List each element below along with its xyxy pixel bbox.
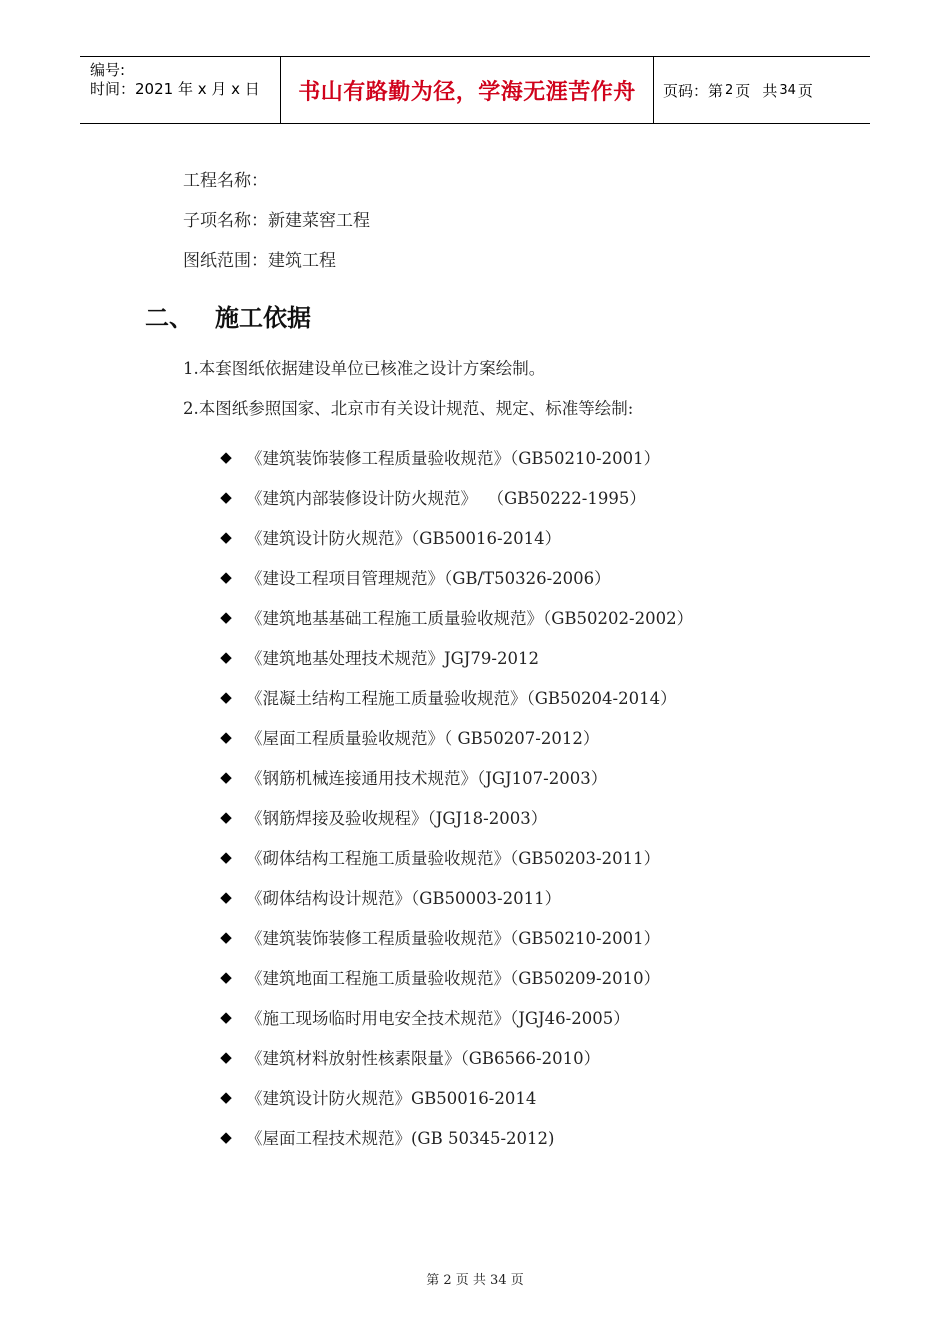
diamond-bullet-icon: ◆ xyxy=(220,888,232,906)
standard-text: 《建筑地面工程施工质量验收规范》（GB50209-2010） xyxy=(246,969,661,988)
diamond-bullet-icon: ◆ xyxy=(220,528,232,546)
diamond-bullet-icon: ◆ xyxy=(220,728,232,746)
diamond-bullet-icon: ◆ xyxy=(220,768,232,786)
project-name-line: 工程名称： xyxy=(183,171,268,191)
list-item xyxy=(218,837,693,877)
standard-text: 《建筑装饰装修工程质量验收规范》（GB50210-2001） xyxy=(246,929,661,948)
page-footer: 第 2 页 共 34 页 xyxy=(426,1273,524,1288)
list-item xyxy=(218,957,693,997)
section-heading xyxy=(145,298,311,333)
page-total: 34 xyxy=(779,82,796,98)
diamond-bullet-icon: ◆ xyxy=(220,968,232,986)
list-item xyxy=(218,717,693,757)
code-label: 编号: xyxy=(90,61,126,79)
standard-text: 《建筑材料放射性核素限量》（GB6566-2010） xyxy=(246,1049,601,1068)
page-prefix: 页码：第 xyxy=(663,81,724,100)
standard-text: 《混凝土结构工程施工质量验收规范》（GB50204-2014） xyxy=(246,689,677,708)
drawing-scope-line: 图纸范围：建筑工程 xyxy=(183,251,336,271)
diamond-bullet-icon: ◆ xyxy=(220,608,232,626)
page-header xyxy=(80,56,870,124)
list-item xyxy=(218,637,693,677)
diamond-bullet-icon: ◆ xyxy=(220,1008,232,1026)
list-item xyxy=(218,477,693,517)
list-item xyxy=(218,1117,693,1157)
standard-text: 《建筑地基处理技术规范》JGJ79-2012 xyxy=(246,649,539,668)
list-item xyxy=(218,757,693,797)
diamond-bullet-icon: ◆ xyxy=(220,1048,232,1066)
page-suffix: 页 xyxy=(797,81,813,100)
standard-text: 《砌体结构设计规范》（GB50003-2011） xyxy=(246,889,562,908)
list-item xyxy=(218,597,693,637)
standards-list xyxy=(218,437,693,1157)
standard-text: 《钢筋焊接及验收规程》（JGJ18-2003） xyxy=(246,809,548,828)
paragraph-2: 2.本图纸参照国家、北京市有关设计规范、规定、标准等绘制: xyxy=(183,399,634,418)
header-page-number xyxy=(654,57,870,123)
diamond-bullet-icon: ◆ xyxy=(220,568,232,586)
list-item xyxy=(218,997,693,1037)
sub-project-line: 子项名称：新建菜窖工程 xyxy=(183,211,370,231)
list-item xyxy=(218,917,693,957)
list-item xyxy=(218,557,693,597)
list-item xyxy=(218,1037,693,1077)
list-item xyxy=(218,517,693,557)
list-item xyxy=(218,677,693,717)
diamond-bullet-icon: ◆ xyxy=(220,1088,232,1106)
date-label: 时间：2021 年 x 月 x 日 xyxy=(90,80,260,98)
standard-text: 《建设工程项目管理规范》（GB/T50326-2006） xyxy=(246,569,611,588)
diamond-bullet-icon: ◆ xyxy=(220,688,232,706)
standard-text: 《屋面工程质量验收规范》（ GB50207-2012） xyxy=(246,729,600,748)
diamond-bullet-icon: ◆ xyxy=(220,448,232,466)
list-item xyxy=(218,437,693,477)
diamond-bullet-icon: ◆ xyxy=(220,648,232,666)
diamond-bullet-icon: ◆ xyxy=(220,808,232,826)
list-item xyxy=(218,797,693,837)
diamond-bullet-icon: ◆ xyxy=(220,488,232,506)
standard-text: 《建筑地基基础工程施工质量验收规范》（GB50202-2002） xyxy=(246,609,694,628)
section-number: 二、 xyxy=(145,304,193,332)
paragraph-1: 1.本套图纸依据建设单位已核准之设计方案绘制。 xyxy=(183,359,546,378)
page-current: 2 xyxy=(725,82,734,98)
list-item xyxy=(218,877,693,917)
standard-text: 《建筑设计防火规范》（GB50016-2014） xyxy=(246,529,562,548)
diamond-bullet-icon: ◆ xyxy=(220,1128,232,1146)
page-mid: 页 xyxy=(735,81,751,100)
diamond-bullet-icon: ◆ xyxy=(220,928,232,946)
list-item xyxy=(218,1077,693,1117)
standard-text: 《建筑内部装修设计防火规范》 （GB50222-1995） xyxy=(246,489,646,508)
standard-text: 《建筑装饰装修工程质量验收规范》（GB50210-2001） xyxy=(246,449,661,468)
section-title-text: 施工依据 xyxy=(215,304,311,332)
standard-text: 《钢筋机械连接通用技术规范》（JGJ107-2003） xyxy=(246,769,608,788)
header-motto: 书山有路勤为径，学海无涯苦作舟 xyxy=(281,57,654,123)
standard-text: 《施工现场临时用电安全技术规范》（JGJ46-2005） xyxy=(246,1009,630,1028)
diamond-bullet-icon: ◆ xyxy=(220,848,232,866)
standard-text: 《建筑设计防火规范》GB50016-2014 xyxy=(246,1089,537,1108)
header-meta xyxy=(80,57,281,123)
standard-text: 《砌体结构工程施工质量验收规范》（GB50203-2011） xyxy=(246,849,661,868)
standard-text: 《屋面工程技术规范》(GB 50345-2012) xyxy=(246,1129,555,1148)
page-total-prefix: 共 xyxy=(762,81,778,100)
